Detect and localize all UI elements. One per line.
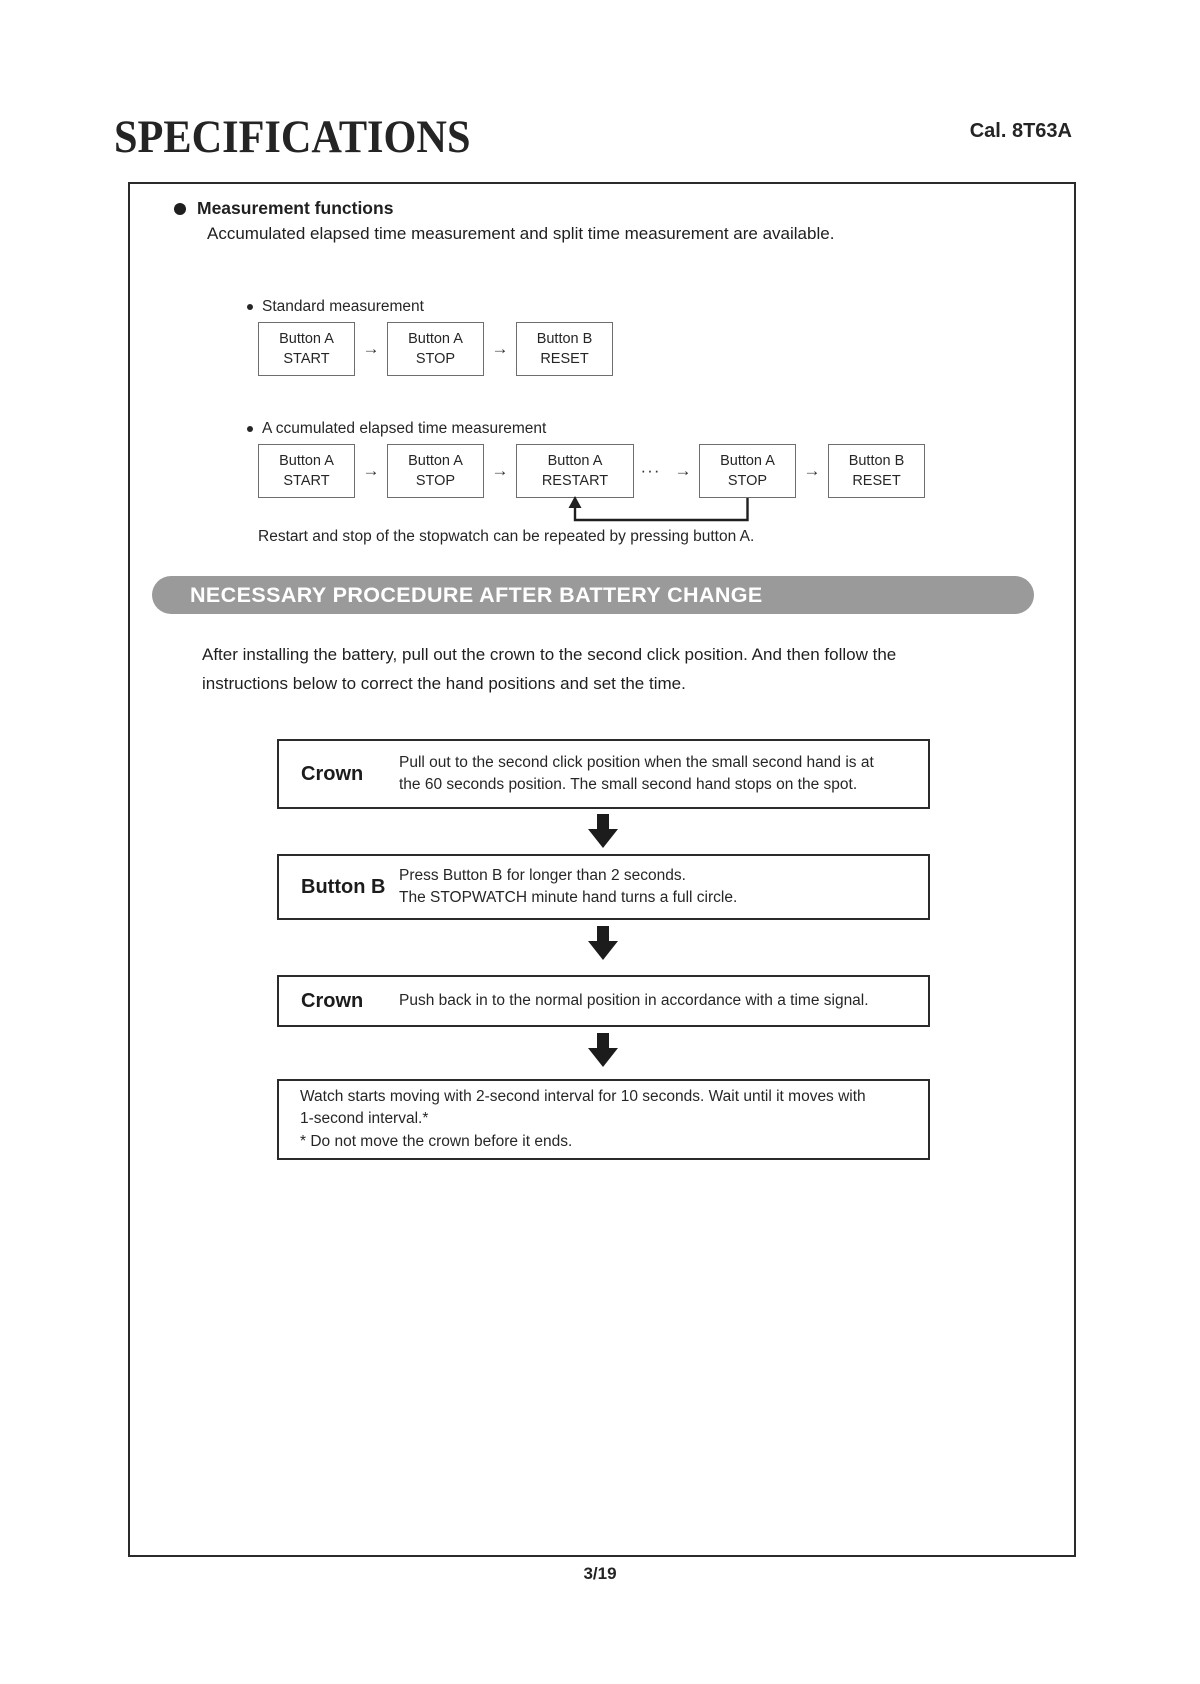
- right-arrow-icon: →: [803, 461, 821, 480]
- flow-step-restart: Button A RESTART: [516, 444, 634, 498]
- flowchart-note: Restart and stop of the stopwatch can be repeated by pressing button A.: [258, 528, 755, 545]
- measurement-intro: Accumulated elapsed time measurement and split time measurement are available.: [207, 224, 835, 243]
- standard-measurement-label: Standard measurement: [247, 298, 424, 316]
- procedure-step-crown-2: [277, 975, 930, 1027]
- section-banner: NECESSARY PROCEDURE AFTER BATTERY CHANGE: [152, 576, 1034, 614]
- right-arrow-icon: →: [362, 461, 380, 480]
- step-text: Watch starts moving with 2-second interval for 10 seconds. Wait until it moves with 1-second interval.* * Do not move the crown before it ends.: [300, 1087, 866, 1150]
- flow-step: Button A START: [258, 444, 355, 498]
- down-arrow-icon: [588, 926, 618, 960]
- page-number: 3/19: [583, 1564, 617, 1583]
- page-title: SPECIFICATIONS: [114, 111, 471, 163]
- step-text: Pull out to the second click position when the small second hand is at the 60 seconds position. The small second hand stops on the spot.: [399, 753, 874, 793]
- step-text: Push back in to the normal position in accordance with a time signal.: [399, 991, 869, 1009]
- accumulated-flowchart: [258, 444, 925, 498]
- measurement-heading-label: Measurement functions: [197, 198, 394, 218]
- flow-step: Button B RESET: [828, 444, 925, 498]
- step-label: Button B: [301, 875, 386, 898]
- flow-step: Button B RESET: [516, 322, 613, 376]
- accumulated-measurement-label: A ccumulated elapsed time measurement: [247, 420, 546, 438]
- sub-bullet-icon: [247, 304, 253, 310]
- procedure-step-final: [277, 1079, 930, 1160]
- right-arrow-icon: →: [362, 339, 380, 358]
- step-label: Crown: [301, 762, 364, 785]
- battery-intro: After installing the battery, pull out the crown to the second click position. And then follow the instructions below to correct the hand positions and set the time.: [202, 645, 897, 693]
- flow-step: Button A START: [258, 322, 355, 376]
- flow-step: Button A STOP: [387, 322, 484, 376]
- bullet-icon: [174, 203, 186, 215]
- procedure-step-crown-1: [277, 739, 930, 809]
- down-arrow-icon: [588, 814, 618, 848]
- right-arrow-icon: →: [674, 461, 692, 480]
- measurement-heading: [174, 198, 393, 219]
- right-arrow-icon: →: [491, 339, 509, 358]
- step-label: Crown: [301, 989, 364, 1012]
- down-arrow-icon: [588, 1033, 618, 1067]
- content-frame: [128, 182, 1076, 1557]
- standard-flowchart: [258, 322, 613, 376]
- right-arrow-icon: →: [491, 461, 509, 480]
- flow-step: Button A STOP: [387, 444, 484, 498]
- ellipsis-glyph: ···: [640, 461, 661, 480]
- sub-bullet-icon: [247, 426, 253, 432]
- step-text: Press Button B for longer than 2 seconds. The STOPWATCH minute hand turns a full circle.: [399, 866, 738, 906]
- flow-step: Button A STOP: [699, 444, 796, 498]
- caliber-label: Cal. 8T63A: [969, 120, 1072, 142]
- procedure-step-button-b: [277, 854, 930, 920]
